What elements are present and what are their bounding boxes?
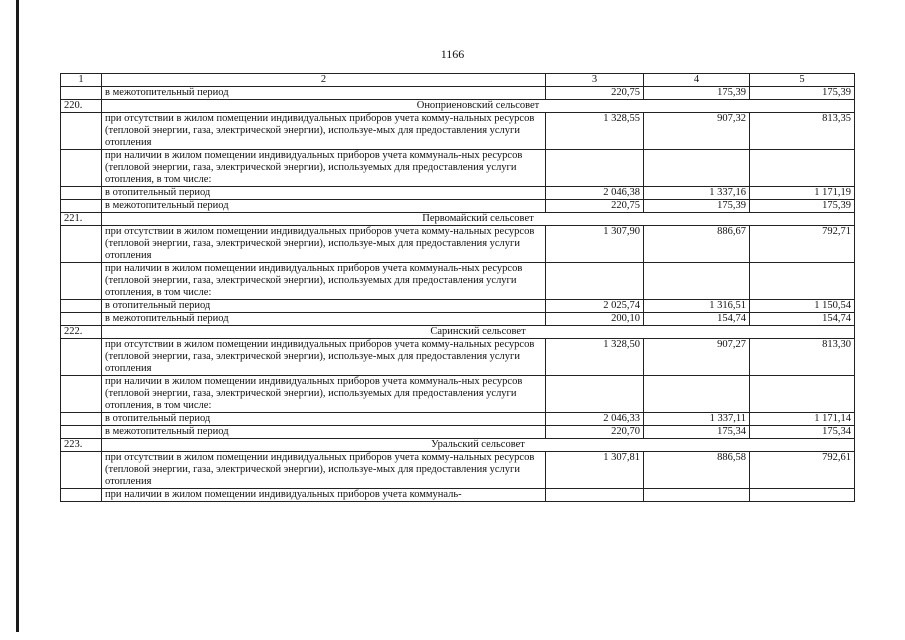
section-number: 222. <box>61 326 102 339</box>
section-number: 223. <box>61 439 102 452</box>
value-col-3: 1 307,90 <box>546 226 644 263</box>
section-row <box>61 326 855 339</box>
row-description: при отсутствии в жилом помещении индивидуальных приборов учета комму-нальных ресурсов (тепловой энергии, газа, электрической энергии), используе-мых для предоставления услуги отопления <box>102 452 546 489</box>
header-col-1: 1 <box>61 74 102 87</box>
table-row <box>61 489 855 502</box>
header-col-4: 4 <box>644 74 750 87</box>
value-col-3: 220,75 <box>546 87 644 100</box>
value-col-4 <box>644 263 750 300</box>
value-col-4: 886,67 <box>644 226 750 263</box>
table-header-row <box>61 74 855 87</box>
row-number-cell <box>61 313 102 326</box>
value-col-3 <box>546 376 644 413</box>
value-col-4: 175,39 <box>644 87 750 100</box>
row-description: при отсутствии в жилом помещении индивидуальных приборов учета комму-нальных ресурсов (тепловой энергии, газа, электрической энергии), используе-мых для предоставления услуги отопления <box>102 113 546 150</box>
value-col-5 <box>750 263 855 300</box>
value-col-4: 1 316,51 <box>644 300 750 313</box>
value-col-3: 220,75 <box>546 200 644 213</box>
table-row <box>61 263 855 300</box>
row-description: при наличии в жилом помещении индивидуальных приборов учета коммуналь-ных ресурсов (тепловой энергии, газа, электрической энергии), используемых для предоставления услуги отопления, в том числе: <box>102 150 546 187</box>
row-description: при отсутствии в жилом помещении индивидуальных приборов учета комму-нальных ресурсов (тепловой энергии, газа, электрической энергии), используе-мых для предоставления услуги отопления <box>102 339 546 376</box>
row-number-cell <box>61 226 102 263</box>
row-description: в межотопительный период <box>102 87 546 100</box>
table-row <box>61 300 855 313</box>
row-number-cell <box>61 113 102 150</box>
value-col-3: 200,10 <box>546 313 644 326</box>
header-col-5: 5 <box>750 74 855 87</box>
value-col-5 <box>750 489 855 502</box>
row-number-cell <box>61 187 102 200</box>
table-row <box>61 426 855 439</box>
row-number-cell <box>61 200 102 213</box>
value-col-4: 907,32 <box>644 113 750 150</box>
header-col-3: 3 <box>546 74 644 87</box>
page-number: 1166 <box>440 47 465 61</box>
value-col-4 <box>644 376 750 413</box>
value-col-5 <box>750 150 855 187</box>
row-description: в межотопительный период <box>102 426 546 439</box>
row-description: в отопительный период <box>102 187 546 200</box>
value-col-5 <box>750 376 855 413</box>
section-title: Оноприеновский сельсовет <box>102 100 855 113</box>
row-description: в отопительный период <box>102 413 546 426</box>
row-number-cell <box>61 87 102 100</box>
value-col-4: 1 337,16 <box>644 187 750 200</box>
value-col-4: 154,74 <box>644 313 750 326</box>
row-number-cell <box>61 426 102 439</box>
section-title: Уральский сельсовет <box>102 439 855 452</box>
table-row <box>61 113 855 150</box>
value-col-3 <box>546 150 644 187</box>
table-row <box>61 226 855 263</box>
row-description: в межотопительный период <box>102 313 546 326</box>
section-row <box>61 213 855 226</box>
section-row <box>61 100 855 113</box>
value-col-5: 175,34 <box>750 426 855 439</box>
table-row <box>61 413 855 426</box>
row-number-cell <box>61 300 102 313</box>
value-col-3: 1 328,50 <box>546 339 644 376</box>
header-col-2: 2 <box>102 74 546 87</box>
value-col-5: 154,74 <box>750 313 855 326</box>
section-number: 221. <box>61 213 102 226</box>
row-description: при отсутствии в жилом помещении индивидуальных приборов учета комму-нальных ресурсов (тепловой энергии, газа, электрической энергии), используе-мых для предоставления услуги отопления <box>102 226 546 263</box>
row-description: при наличии в жилом помещении индивидуальных приборов учета коммуналь-ных ресурсов (тепловой энергии, газа, электрической энергии), используемых для предоставления услуги отопления, в том числе: <box>102 376 546 413</box>
row-description: при наличии в жилом помещении индивидуальных приборов учета коммуналь-ных ресурсов (тепловой энергии, газа, электрической энергии), используемых для предоставления услуги отопления, в том числе: <box>102 263 546 300</box>
page-edge-bar <box>16 0 19 632</box>
value-col-3: 1 307,81 <box>546 452 644 489</box>
value-col-5: 813,30 <box>750 339 855 376</box>
value-col-4: 886,58 <box>644 452 750 489</box>
value-col-5: 813,35 <box>750 113 855 150</box>
tariff-table <box>60 73 855 502</box>
row-number-cell <box>61 150 102 187</box>
value-col-3: 2 025,74 <box>546 300 644 313</box>
row-number-cell <box>61 339 102 376</box>
value-col-3: 2 046,38 <box>546 187 644 200</box>
table-row <box>61 200 855 213</box>
row-description: в отопительный период <box>102 300 546 313</box>
row-number-cell <box>61 263 102 300</box>
value-col-4: 175,39 <box>644 200 750 213</box>
row-description: в межотопительный период <box>102 200 546 213</box>
value-col-5: 1 150,54 <box>750 300 855 313</box>
value-col-3: 2 046,33 <box>546 413 644 426</box>
value-col-4 <box>644 489 750 502</box>
value-col-3 <box>546 489 644 502</box>
value-col-4: 1 337,11 <box>644 413 750 426</box>
value-col-4: 907,27 <box>644 339 750 376</box>
value-col-4: 175,34 <box>644 426 750 439</box>
value-col-5: 1 171,14 <box>750 413 855 426</box>
table-row <box>61 87 855 100</box>
section-number: 220. <box>61 100 102 113</box>
section-title: Саринский сельсовет <box>102 326 855 339</box>
value-col-4 <box>644 150 750 187</box>
table-row <box>61 313 855 326</box>
table-row <box>61 376 855 413</box>
value-col-5: 175,39 <box>750 200 855 213</box>
value-col-5: 792,61 <box>750 452 855 489</box>
table-row <box>61 150 855 187</box>
table-body <box>61 87 855 502</box>
table-row <box>61 339 855 376</box>
row-number-cell <box>61 489 102 502</box>
value-col-3 <box>546 263 644 300</box>
value-col-3: 220,70 <box>546 426 644 439</box>
value-col-5: 175,39 <box>750 87 855 100</box>
table-row <box>61 452 855 489</box>
value-col-5: 792,71 <box>750 226 855 263</box>
section-row <box>61 439 855 452</box>
value-col-5: 1 171,19 <box>750 187 855 200</box>
value-col-3: 1 328,55 <box>546 113 644 150</box>
row-number-cell <box>61 452 102 489</box>
row-number-cell <box>61 413 102 426</box>
row-description: при наличии в жилом помещении индивидуальных приборов учета коммуналь- <box>102 489 546 502</box>
table-row <box>61 187 855 200</box>
row-number-cell <box>61 376 102 413</box>
section-title: Первомайский сельсовет <box>102 213 855 226</box>
